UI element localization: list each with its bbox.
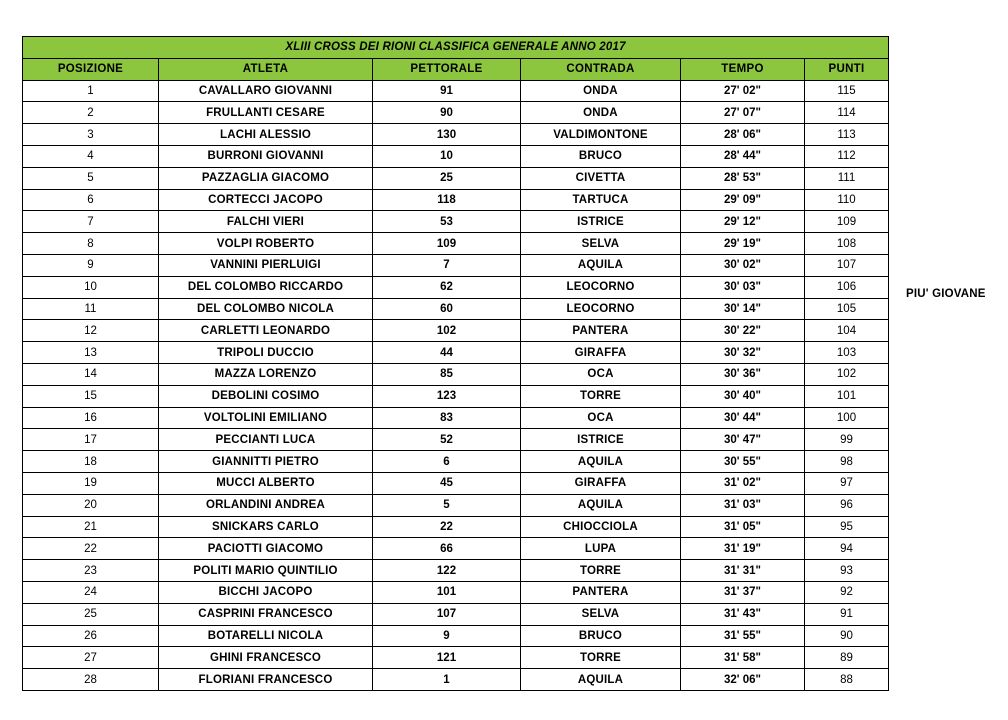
cell-contrada: BRUCO [521, 625, 681, 647]
cell-contrada: AQUILA [521, 451, 681, 473]
cell-posizione: 3 [23, 124, 159, 146]
cell-tempo: 31' 19" [681, 538, 805, 560]
cell-atleta: BOTARELLI NICOLA [159, 625, 373, 647]
cell-pettorale: 45 [373, 472, 521, 494]
table-row [23, 407, 889, 429]
table-row [23, 102, 889, 124]
column-header-posizione: POSIZIONE [23, 58, 159, 80]
cell-punti: 93 [805, 560, 889, 582]
cell-punti: 110 [805, 189, 889, 211]
cell-tempo: 29' 12" [681, 211, 805, 233]
cell-contrada: OCA [521, 363, 681, 385]
cell-pettorale: 60 [373, 298, 521, 320]
cell-pettorale: 91 [373, 80, 521, 102]
cell-punti: 89 [805, 647, 889, 669]
cell-atleta: DEBOLINI COSIMO [159, 385, 373, 407]
table-row [23, 560, 889, 582]
cell-punti: 88 [805, 669, 889, 691]
cell-pettorale: 130 [373, 124, 521, 146]
cell-contrada: ISTRICE [521, 211, 681, 233]
cell-contrada: TORRE [521, 385, 681, 407]
table-row [23, 233, 889, 255]
table-row [23, 363, 889, 385]
cell-pettorale: 90 [373, 102, 521, 124]
cell-pettorale: 83 [373, 407, 521, 429]
cell-contrada: VALDIMONTONE [521, 124, 681, 146]
cell-pettorale: 101 [373, 581, 521, 603]
cell-tempo: 31' 05" [681, 516, 805, 538]
cell-tempo: 27' 02" [681, 80, 805, 102]
table-row [23, 385, 889, 407]
cell-tempo: 30' 40" [681, 385, 805, 407]
cell-contrada: TARTUCA [521, 189, 681, 211]
cell-atleta: PECCIANTI LUCA [159, 429, 373, 451]
cell-tempo: 29' 19" [681, 233, 805, 255]
table-row [23, 298, 889, 320]
cell-pettorale: 22 [373, 516, 521, 538]
cell-atleta: MUCCI ALBERTO [159, 472, 373, 494]
cell-contrada: LEOCORNO [521, 276, 681, 298]
cell-posizione: 10 [23, 276, 159, 298]
cell-tempo: 30' 44" [681, 407, 805, 429]
cell-contrada: CIVETTA [521, 167, 681, 189]
cell-pettorale: 44 [373, 342, 521, 364]
cell-posizione: 8 [23, 233, 159, 255]
cell-posizione: 4 [23, 145, 159, 167]
cell-atleta: ORLANDINI ANDREA [159, 494, 373, 516]
table-row [23, 516, 889, 538]
cell-contrada: BRUCO [521, 145, 681, 167]
cell-punti: 98 [805, 451, 889, 473]
cell-contrada: PANTERA [521, 320, 681, 342]
cell-pettorale: 123 [373, 385, 521, 407]
cell-pettorale: 109 [373, 233, 521, 255]
cell-posizione: 18 [23, 451, 159, 473]
cell-tempo: 28' 53" [681, 167, 805, 189]
cell-punti: 96 [805, 494, 889, 516]
side-note-piu-giovane: PIU' GIOVANE [906, 288, 986, 300]
cell-pettorale: 62 [373, 276, 521, 298]
cell-contrada: TORRE [521, 560, 681, 582]
results-table [22, 36, 889, 691]
cell-atleta: GIANNITTI PIETRO [159, 451, 373, 473]
cell-atleta: PACIOTTI GIACOMO [159, 538, 373, 560]
cell-punti: 113 [805, 124, 889, 146]
table-row [23, 145, 889, 167]
table-body [23, 80, 889, 690]
cell-posizione: 1 [23, 80, 159, 102]
column-header-tempo: TEMPO [681, 58, 805, 80]
column-header-punti: PUNTI [805, 58, 889, 80]
cell-contrada: GIRAFFA [521, 472, 681, 494]
cell-tempo: 27' 07" [681, 102, 805, 124]
cell-posizione: 6 [23, 189, 159, 211]
cell-punti: 109 [805, 211, 889, 233]
cell-contrada: AQUILA [521, 669, 681, 691]
table-row [23, 581, 889, 603]
cell-punti: 97 [805, 472, 889, 494]
cell-posizione: 21 [23, 516, 159, 538]
cell-atleta: CAVALLARO GIOVANNI [159, 80, 373, 102]
cell-atleta: SNICKARS CARLO [159, 516, 373, 538]
cell-posizione: 5 [23, 167, 159, 189]
results-table-container [22, 36, 888, 691]
column-header-atleta: ATLETA [159, 58, 373, 80]
cell-posizione: 19 [23, 472, 159, 494]
cell-posizione: 24 [23, 581, 159, 603]
cell-tempo: 30' 03" [681, 276, 805, 298]
cell-punti: 104 [805, 320, 889, 342]
cell-atleta: LACHI ALESSIO [159, 124, 373, 146]
cell-pettorale: 118 [373, 189, 521, 211]
cell-pettorale: 1 [373, 669, 521, 691]
cell-punti: 92 [805, 581, 889, 603]
cell-pettorale: 10 [373, 145, 521, 167]
cell-tempo: 30' 36" [681, 363, 805, 385]
cell-punti: 108 [805, 233, 889, 255]
cell-tempo: 31' 43" [681, 603, 805, 625]
cell-posizione: 25 [23, 603, 159, 625]
table-row [23, 669, 889, 691]
cell-contrada: CHIOCCIOLA [521, 516, 681, 538]
cell-punti: 90 [805, 625, 889, 647]
cell-pettorale: 5 [373, 494, 521, 516]
cell-tempo: 28' 44" [681, 145, 805, 167]
cell-atleta: VANNINI PIERLUIGI [159, 254, 373, 276]
cell-posizione: 14 [23, 363, 159, 385]
cell-tempo: 30' 02" [681, 254, 805, 276]
table-row [23, 189, 889, 211]
cell-atleta: CARLETTI LEONARDO [159, 320, 373, 342]
cell-pettorale: 121 [373, 647, 521, 669]
cell-pettorale: 6 [373, 451, 521, 473]
cell-contrada: GIRAFFA [521, 342, 681, 364]
cell-atleta: DEL COLOMBO RICCARDO [159, 276, 373, 298]
cell-pettorale: 7 [373, 254, 521, 276]
cell-contrada: OCA [521, 407, 681, 429]
cell-punti: 94 [805, 538, 889, 560]
header-row [23, 58, 889, 80]
cell-atleta: MAZZA LORENZO [159, 363, 373, 385]
cell-punti: 107 [805, 254, 889, 276]
cell-punti: 111 [805, 167, 889, 189]
table-row [23, 276, 889, 298]
cell-tempo: 28' 06" [681, 124, 805, 146]
table-row [23, 320, 889, 342]
table-row [23, 254, 889, 276]
cell-atleta: BURRONI GIOVANNI [159, 145, 373, 167]
cell-atleta: FALCHI VIERI [159, 211, 373, 233]
cell-posizione: 2 [23, 102, 159, 124]
cell-atleta: FLORIANI FRANCESCO [159, 669, 373, 691]
cell-atleta: CASPRINI FRANCESCO [159, 603, 373, 625]
cell-punti: 105 [805, 298, 889, 320]
cell-punti: 102 [805, 363, 889, 385]
cell-posizione: 16 [23, 407, 159, 429]
cell-posizione: 22 [23, 538, 159, 560]
cell-punti: 100 [805, 407, 889, 429]
cell-punti: 112 [805, 145, 889, 167]
cell-pettorale: 53 [373, 211, 521, 233]
cell-punti: 106 [805, 276, 889, 298]
table-row [23, 167, 889, 189]
cell-atleta: VOLPI ROBERTO [159, 233, 373, 255]
cell-tempo: 30' 55" [681, 451, 805, 473]
cell-pettorale: 9 [373, 625, 521, 647]
cell-tempo: 30' 32" [681, 342, 805, 364]
cell-contrada: PANTERA [521, 581, 681, 603]
cell-tempo: 29' 09" [681, 189, 805, 211]
cell-pettorale: 102 [373, 320, 521, 342]
table-row [23, 647, 889, 669]
cell-punti: 103 [805, 342, 889, 364]
cell-atleta: PAZZAGLIA GIACOMO [159, 167, 373, 189]
cell-contrada: LUPA [521, 538, 681, 560]
cell-posizione: 12 [23, 320, 159, 342]
table-row [23, 429, 889, 451]
cell-tempo: 31' 03" [681, 494, 805, 516]
cell-atleta: BICCHI JACOPO [159, 581, 373, 603]
cell-contrada: TORRE [521, 647, 681, 669]
cell-contrada: AQUILA [521, 254, 681, 276]
cell-posizione: 9 [23, 254, 159, 276]
cell-posizione: 27 [23, 647, 159, 669]
cell-punti: 95 [805, 516, 889, 538]
cell-contrada: ISTRICE [521, 429, 681, 451]
table-row [23, 211, 889, 233]
cell-contrada: LEOCORNO [521, 298, 681, 320]
cell-atleta: CORTECCI JACOPO [159, 189, 373, 211]
column-header-contrada: CONTRADA [521, 58, 681, 80]
cell-posizione: 7 [23, 211, 159, 233]
cell-punti: 115 [805, 80, 889, 102]
cell-tempo: 31' 37" [681, 581, 805, 603]
cell-pettorale: 85 [373, 363, 521, 385]
table-row [23, 124, 889, 146]
cell-tempo: 30' 14" [681, 298, 805, 320]
cell-punti: 99 [805, 429, 889, 451]
table-row [23, 494, 889, 516]
table-row [23, 451, 889, 473]
table-row [23, 472, 889, 494]
cell-tempo: 31' 31" [681, 560, 805, 582]
cell-tempo: 31' 02" [681, 472, 805, 494]
cell-posizione: 17 [23, 429, 159, 451]
cell-tempo: 31' 55" [681, 625, 805, 647]
cell-atleta: DEL COLOMBO NICOLA [159, 298, 373, 320]
cell-posizione: 26 [23, 625, 159, 647]
cell-tempo: 30' 22" [681, 320, 805, 342]
cell-tempo: 31' 58" [681, 647, 805, 669]
cell-posizione: 28 [23, 669, 159, 691]
cell-pettorale: 122 [373, 560, 521, 582]
cell-posizione: 15 [23, 385, 159, 407]
cell-posizione: 11 [23, 298, 159, 320]
cell-atleta: FRULLANTI CESARE [159, 102, 373, 124]
table-row [23, 625, 889, 647]
cell-pettorale: 25 [373, 167, 521, 189]
cell-contrada: ONDA [521, 102, 681, 124]
cell-atleta: POLITI MARIO QUINTILIO [159, 560, 373, 582]
document-title: XLIII CROSS DEI RIONI CLASSIFICA GENERALE ANNO 2017 [23, 37, 889, 59]
table-row [23, 342, 889, 364]
cell-atleta: TRIPOLI DUCCIO [159, 342, 373, 364]
cell-posizione: 23 [23, 560, 159, 582]
cell-pettorale: 52 [373, 429, 521, 451]
cell-posizione: 20 [23, 494, 159, 516]
cell-punti: 114 [805, 102, 889, 124]
cell-contrada: SELVA [521, 233, 681, 255]
table-head [23, 37, 889, 81]
cell-atleta: GHINI FRANCESCO [159, 647, 373, 669]
cell-tempo: 32' 06" [681, 669, 805, 691]
cell-contrada: AQUILA [521, 494, 681, 516]
cell-punti: 101 [805, 385, 889, 407]
cell-pettorale: 66 [373, 538, 521, 560]
cell-contrada: ONDA [521, 80, 681, 102]
title-row [23, 37, 889, 59]
cell-punti: 91 [805, 603, 889, 625]
table-row [23, 538, 889, 560]
cell-pettorale: 107 [373, 603, 521, 625]
cell-atleta: VOLTOLINI EMILIANO [159, 407, 373, 429]
cell-tempo: 30' 47" [681, 429, 805, 451]
table-row [23, 603, 889, 625]
cell-contrada: SELVA [521, 603, 681, 625]
cell-posizione: 13 [23, 342, 159, 364]
column-header-pettorale: PETTORALE [373, 58, 521, 80]
table-row [23, 80, 889, 102]
